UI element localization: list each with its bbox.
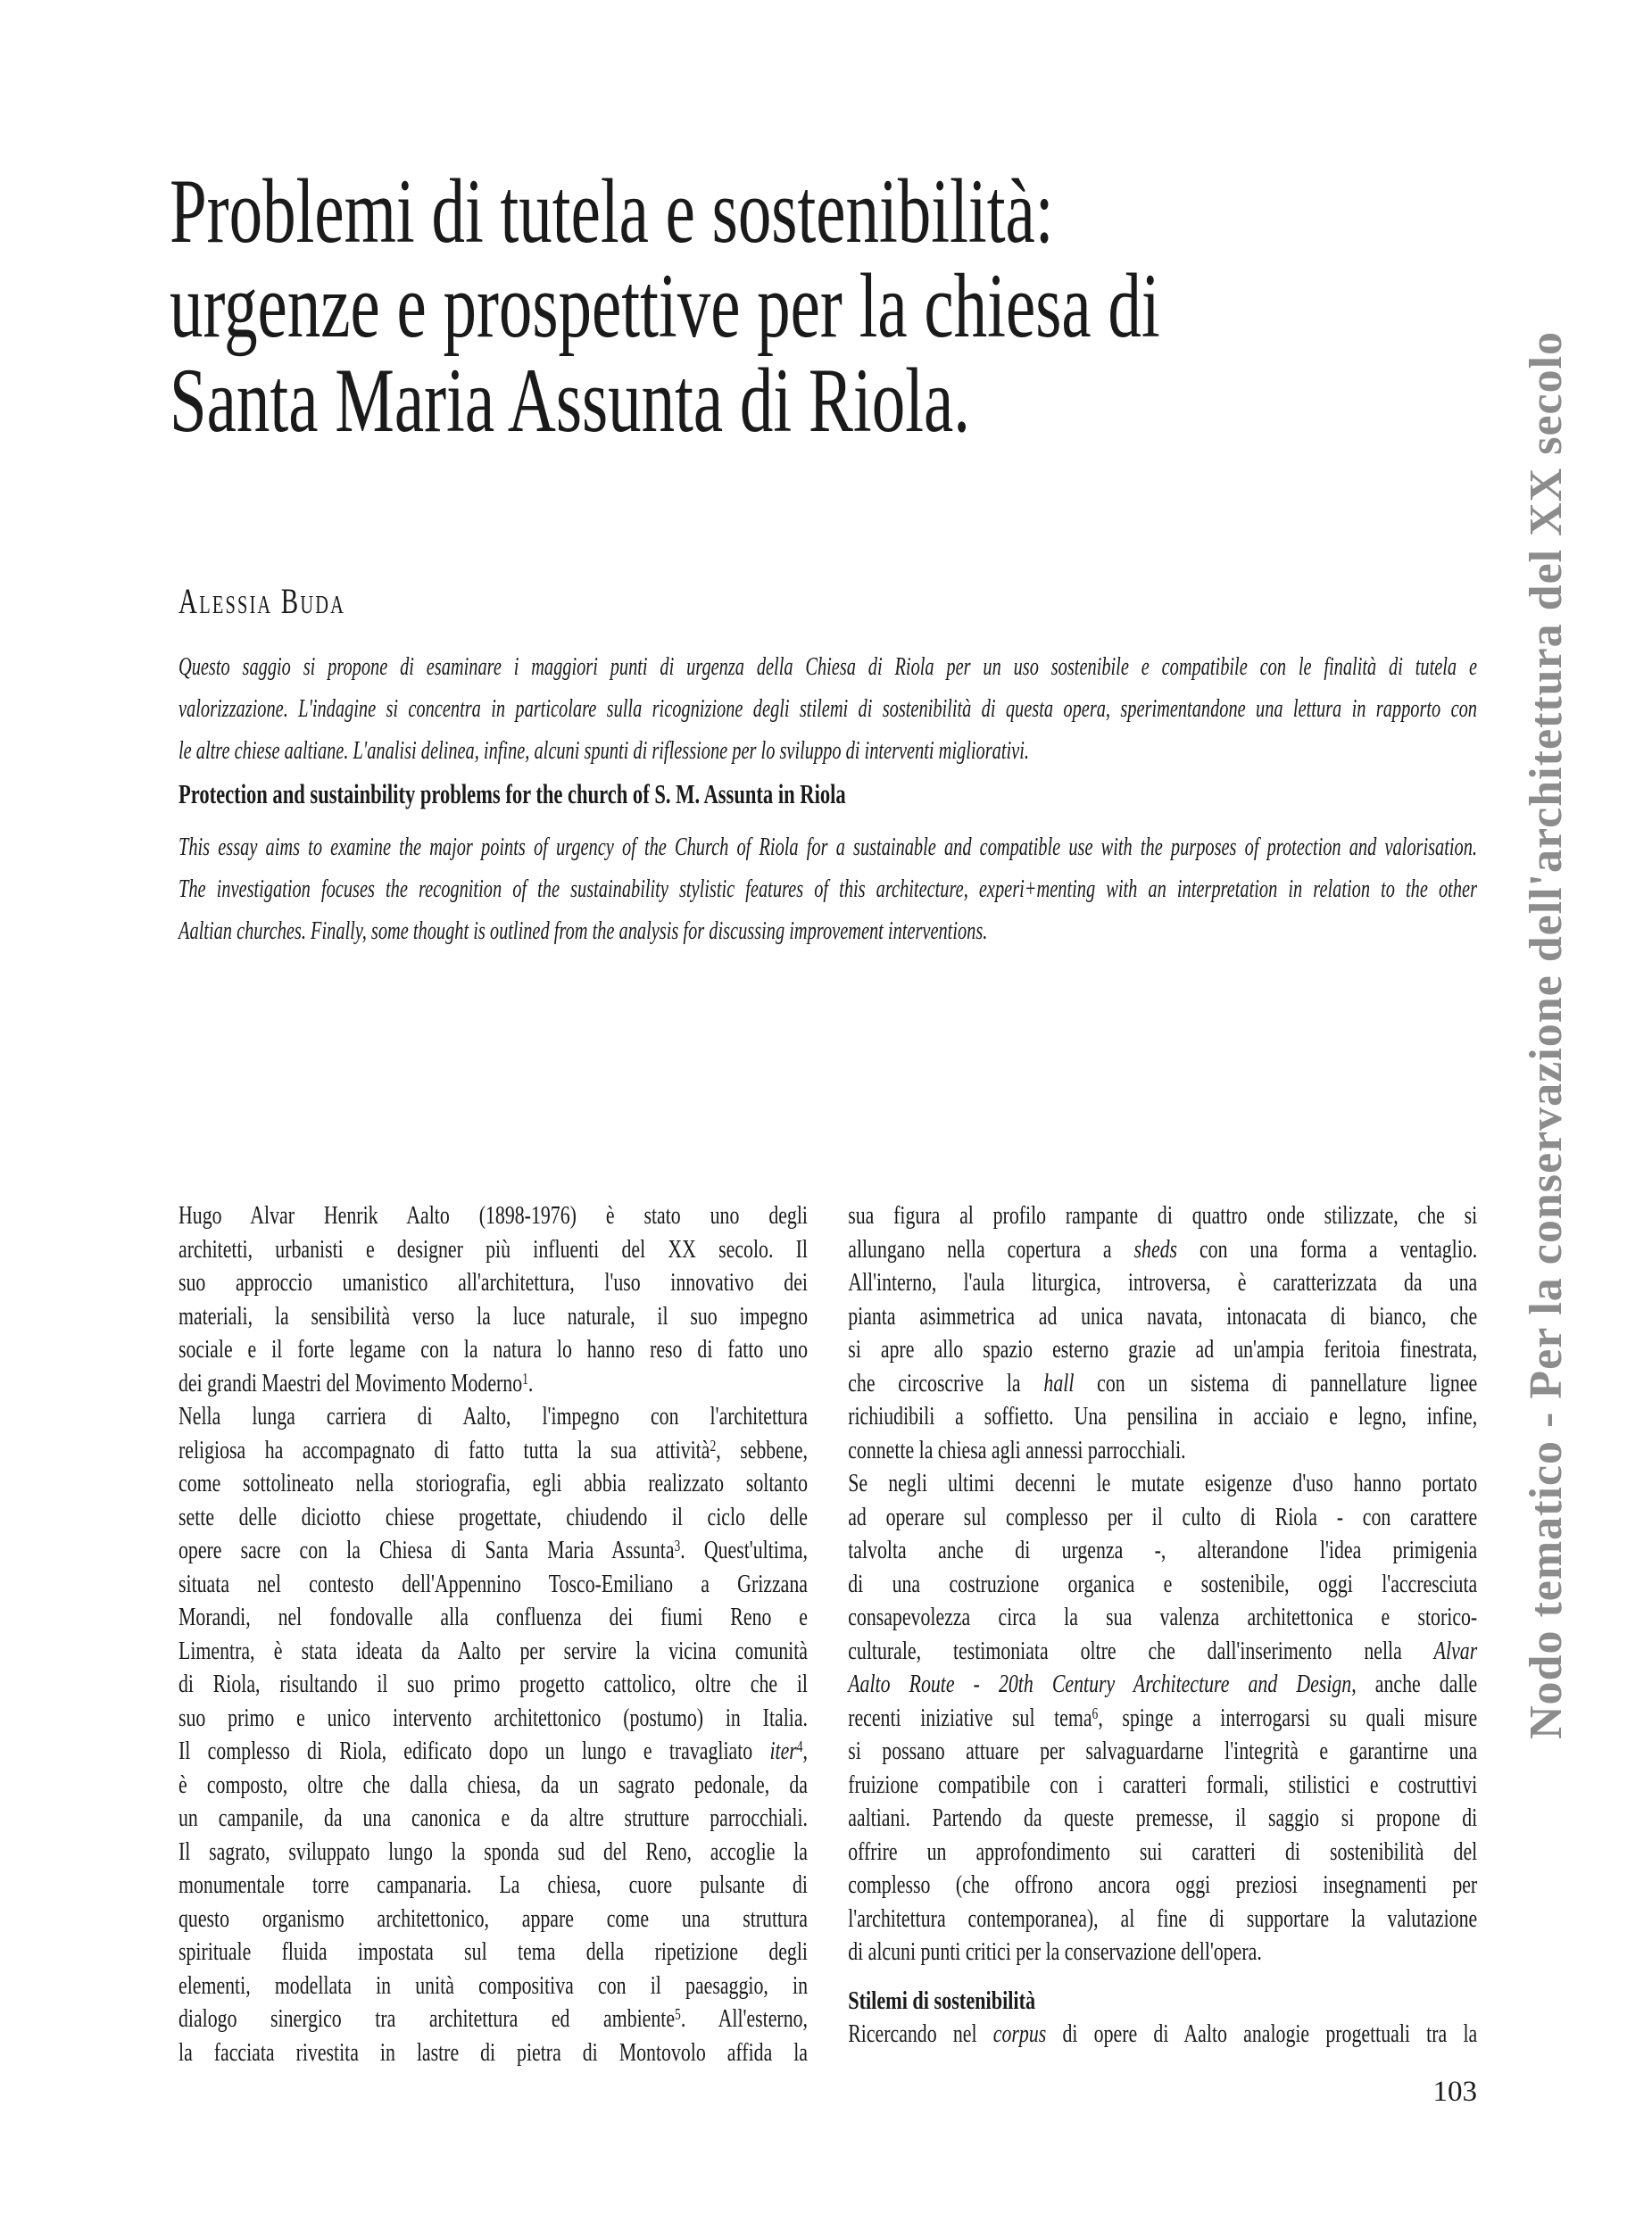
- text-line: Aaltian churches. Finally, some thought is outlined from the analysis for discussing improvement interventions.: [178, 917, 988, 945]
- article-title: [170, 161, 1468, 452]
- text-line: urgenze e prospettive per la chiesa di: [170, 255, 1160, 357]
- text-line: ad operare sul complesso per il culto di Riola - con carattere: [848, 1503, 1478, 1531]
- text-line: consapevolezza circa la sua valenza architettonica e storico-: [848, 1604, 1478, 1631]
- text-line: dialogo sinergico tra architettura ed ambiente$^5$. All'esterno,: [178, 2005, 809, 2033]
- text-line: The investigation focuses the recognition of the sustainability stylistic features of this architecture, experi+menting with an interpretation in relation to the other: [178, 875, 1477, 903]
- text-line: Il sagrato, sviluppato lungo la sponda sud del Reno, accoglie la: [178, 1837, 808, 1866]
- body-column-right: [848, 1199, 1477, 2052]
- text-line: di una costruzione organica e sostenibile, oggi l'accresciuta: [848, 1570, 1478, 1598]
- subheading-stilemi: Stilemi di sostenibilità: [848, 1986, 1036, 2015]
- text-line: un campanile, da una canonica e da altre strutture parrocchiali.: [178, 1804, 808, 1832]
- text-line: aaltiani. Partendo da queste premesse, il saggio si propone di: [848, 1804, 1478, 1832]
- english-heading: Protection and sustainbility problems for the church of S. M. Assunta in Riola: [178, 778, 846, 809]
- text-line: Problemi di tutela e sostenibilità:: [170, 161, 1054, 262]
- text-line: che circoscrive la hall con un sistema di pannellature lignee: [848, 1369, 1478, 1397]
- body-closing-line: Ricercando nel corpus di opere di Aalto analogie progettuali tra la: [848, 2020, 1478, 2048]
- text-line: talvolta anche di urgenza -, alterandone l'idea primigenia: [848, 1537, 1478, 1564]
- text-line: di alcuni punti critici per la conservazione dell'opera.: [848, 1938, 1262, 1966]
- text-line: sociale e il forte legame con la natura lo hanno reso di fatto uno: [178, 1336, 808, 1364]
- text-line: la facciata rivestita in lastre di pietra di Montovolo affida la: [178, 2038, 808, 2067]
- text-line: culturale, testimoniata oltre che dall'inserimento nella Alvar: [848, 1637, 1478, 1665]
- text-line: allungano nella copertura a sheds con una forma a ventaglio.: [848, 1235, 1478, 1264]
- abstract-italian: [178, 646, 1477, 772]
- text-line: Santa Maria Assunta di Riola.: [170, 350, 970, 452]
- text-line: suo primo e unico intervento architettonico (postumo) in Italia.: [178, 1704, 808, 1732]
- text-line: This essay aims to examine the major points of urgency of the Church of Riola for a sustainable and compatible use with the purposes of protection and valorisation.: [178, 833, 1477, 861]
- text-line: sette delle diciotto chiese progettate, chiudendo il ciclo delle: [178, 1503, 808, 1531]
- text-line: questo organismo architettonico, appare come una struttura: [178, 1904, 808, 1933]
- text-line: opere sacre con la Chiesa di Santa Maria Assunta$^3$. Quest'ultima,: [178, 1537, 809, 1564]
- text-line: Nella lunga carriera di Aalto, l'impegno con l'architettura: [178, 1403, 808, 1430]
- text-line: si apre allo spazio esterno grazie ad un'ampia feritoia finestrata,: [848, 1336, 1478, 1364]
- text-line: Questo saggio si propone di esaminare i maggiori punti di urgenza della Chiesa di Riola per un uso sostenibile e compatibile con le finalità di tutela e: [178, 653, 1477, 681]
- text-line: l'architettura contemporanea), al fine di supportare la valutazione: [848, 1904, 1478, 1933]
- text-line: di Riola, risultando il suo primo progetto cattolico, oltre che il: [178, 1671, 808, 1698]
- text-line: spirituale fluida impostata sul tema della ripetizione degli: [178, 1938, 808, 1966]
- text-line: materiali, la sensibilità verso la luce naturale, il suo impegno: [178, 1302, 808, 1331]
- abstract-english: [178, 826, 1477, 952]
- text-line: pianta asimmetrica ad unica navata, intonacata di bianco, che: [848, 1302, 1478, 1331]
- text-line: valorizzazione. L'indagine si concentra in particolare sulla ricognizione degli stilemi di sostenibilità di questa opera, sperimentandone una lettura in rapporto con: [178, 695, 1477, 723]
- text-line: offrire un approfondimento sui caratteri di sostenibilità del: [848, 1837, 1478, 1866]
- text-line: dei grandi Maestri del Movimento Moderno$^1$.: [178, 1369, 534, 1397]
- text-line: suo approccio umanistico all'architettura, l'uso innovativo dei: [178, 1269, 808, 1297]
- body-column-right-lines: [848, 1199, 1477, 1969]
- text-line: Aalto Route - 20th Century Architecture and Design, anche dalle: [848, 1671, 1478, 1698]
- text-line: situata nel contesto dell'Appennino Tosco-Emiliano a Grizzana: [178, 1570, 808, 1598]
- text-line: recenti iniziative sul tema$^6$, spinge a interrogarsi su quali misure: [848, 1704, 1478, 1732]
- text-line: sua figura al profilo rampante di quattro onde stilizzate, che si: [848, 1202, 1478, 1230]
- text-line: architetti, urbanisti e designer più influenti del XX secolo. Il: [178, 1235, 808, 1264]
- text-line: connette la chiesa agli annessi parrocchiali.: [848, 1436, 1186, 1464]
- text-line: All'interno, l'aula liturgica, introversa, è caratterizzata da una: [848, 1269, 1478, 1297]
- author-name: Alessia Buda: [178, 581, 346, 621]
- text-line: Morandi, nel fondovalle alla confluenza dei fiumi Reno e: [178, 1604, 808, 1631]
- text-line: religiosa ha accompagnato di fatto tutta la sua attività$^2$, sebbene,: [178, 1436, 808, 1464]
- body-column-left: [178, 1199, 808, 2069]
- text-line: monumentale torre campanaria. La chiesa, cuore pulsante di: [178, 1871, 808, 1899]
- text-line: è composto, oltre che dalla chiesa, da un sagrato pedonale, da: [178, 1770, 808, 1799]
- text-line: Limentra, è stata ideata da Aalto per servire la vicina comunità: [178, 1637, 808, 1665]
- text-line: elementi, modellata in unità compositiva con il paesaggio, in: [178, 1971, 808, 2000]
- text-line: come sottolineato nella storiografia, egli abbia realizzato soltanto: [178, 1470, 808, 1497]
- text-line: complesso (che offrono ancora oggi preziosi insegnamenti per: [848, 1871, 1478, 1899]
- text-line: si possano attuare per salvaguardarne l'integrità e garantirne una: [848, 1737, 1478, 1765]
- text-line: fruizione compatibile con i caratteri formali, stilistici e costruttivi: [848, 1770, 1478, 1799]
- page-number: 103: [1432, 2076, 1477, 2108]
- body-column-left-lines: [178, 1199, 808, 2069]
- text-line: Se negli ultimi decenni le mutate esigenze d'uso hanno portato: [848, 1470, 1478, 1497]
- text-line: le altre chiese aaltiane. L'analisi delinea, infine, alcuni spunti di riflessione per lo sviluppo di interventi migliorativi.: [178, 737, 1029, 765]
- text-line: Il complesso di Riola, edificato dopo un lungo e travagliato iter$^4$,: [178, 1737, 808, 1765]
- sidebar-vertical-text: Nodo tematico - Per la conservazione dell'architettura del XX secolo: [1521, 330, 1572, 1739]
- text-line: richiudibili a soffietto. Una pensilina in acciaio e legno, infine,: [848, 1403, 1478, 1430]
- text-line: Hugo Alvar Henrik Aalto (1898-1976) è stato uno degli: [178, 1202, 808, 1230]
